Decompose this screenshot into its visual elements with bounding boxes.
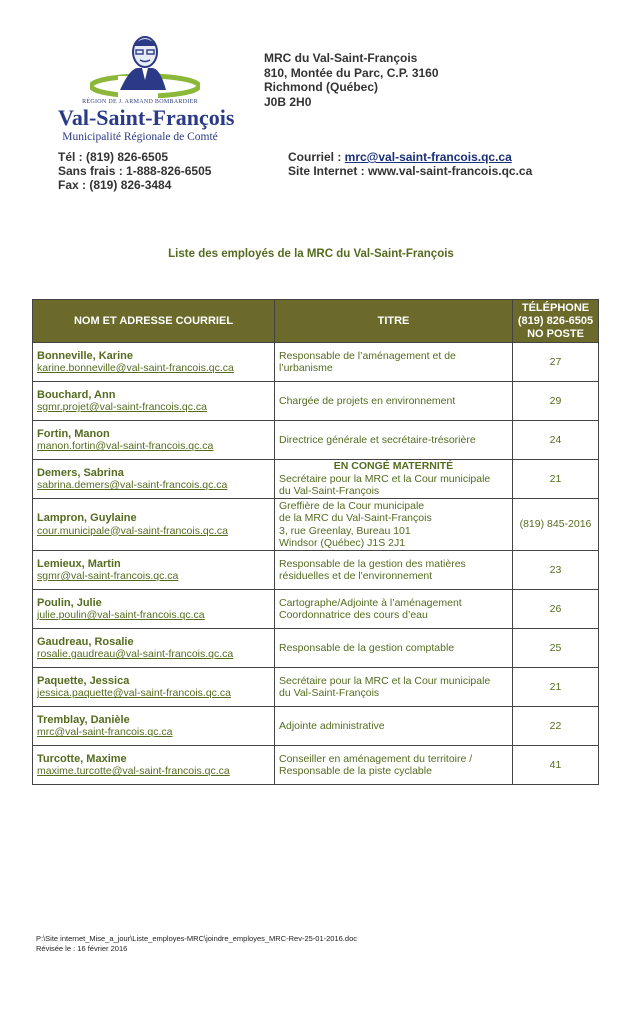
employee-title-line: du Val-Saint-François bbox=[279, 485, 380, 498]
employee-name: Fortin, Manon bbox=[37, 427, 110, 440]
employee-title-line: Coordonnatrice des cours d’eau bbox=[279, 609, 428, 621]
employee-extension: 24 bbox=[513, 421, 599, 460]
table-header-row bbox=[33, 300, 599, 343]
logo-name: Val-Saint-François bbox=[58, 105, 235, 130]
footer-path: P:\Site internet_Mise_a_jour\Liste_employes-MRC\joindre_employes_MRC-Rev-25-01-2016.doc bbox=[36, 934, 357, 943]
table-row bbox=[33, 707, 599, 746]
employee-name: Bouchard, Ann bbox=[37, 388, 116, 401]
employee-name: Lampron, Guylaine bbox=[37, 512, 137, 524]
table-row bbox=[33, 343, 599, 382]
employee-title-cell bbox=[275, 629, 513, 668]
employee-title-line: Greffière de la Cour municipale bbox=[279, 499, 425, 512]
employee-extension: (819) 845-2016 bbox=[513, 499, 599, 551]
employee-extension: 21 bbox=[513, 460, 599, 499]
bombardier-portrait-icon bbox=[90, 28, 200, 98]
employee-name: Lemieux, Martin bbox=[37, 557, 121, 570]
header-phone-line3: NO POSTE bbox=[527, 327, 584, 340]
table-row bbox=[33, 668, 599, 707]
employee-status-note: EN CONGÉ MATERNITÉ bbox=[333, 460, 454, 473]
employee-name: Demers, Sabrina bbox=[37, 466, 124, 479]
contact-tel: Tél : (819) 826-6505 bbox=[58, 150, 169, 164]
employee-name: Turcotte, Maxime bbox=[37, 752, 127, 765]
employee-title-line: Cartographe/Adjointe à l’aménagement bbox=[279, 596, 462, 609]
employee-name-cell bbox=[33, 590, 275, 629]
org-city: Richmond (Québec) bbox=[264, 80, 379, 94]
org-postal: J0B 2H0 bbox=[264, 94, 312, 109]
table-row bbox=[33, 421, 599, 460]
employee-email-link[interactable]: cour.municipale@val-saint-francois.qc.ca bbox=[37, 524, 228, 537]
employee-title-line: du Val-Saint-François bbox=[279, 687, 380, 699]
logo-region-text: RÉGION DE J. ARMAND BOMBARDIER bbox=[82, 99, 198, 105]
contact-online bbox=[288, 150, 532, 178]
employee-name-cell bbox=[33, 421, 275, 460]
contact-email-label: Courriel : bbox=[288, 150, 345, 164]
employee-email-link[interactable]: jessica.paquette@val-saint-francois.qc.ca bbox=[37, 687, 231, 699]
employee-title-line: de la MRC du Val-Saint-François bbox=[279, 512, 432, 524]
employee-email-link[interactable]: manon.fortin@val-saint-francois.qc.ca bbox=[37, 440, 214, 452]
mrc-logo bbox=[58, 28, 235, 143]
employee-name-cell bbox=[33, 746, 275, 785]
employee-email-link[interactable]: mrc@val-saint-francois.qc.ca bbox=[37, 726, 173, 738]
employee-table bbox=[32, 299, 599, 785]
table-row bbox=[33, 460, 599, 499]
employee-name-cell bbox=[33, 707, 275, 746]
list-title: Liste des employés de la MRC du Val-Saint-François bbox=[168, 248, 454, 260]
employee-title-line: Windsor (Québec) J1S 2J1 bbox=[279, 537, 406, 549]
employee-title-cell bbox=[275, 551, 513, 590]
employee-name-cell bbox=[33, 629, 275, 668]
employee-name: Paquette, Jessica bbox=[37, 674, 130, 687]
contact-email-link[interactable]: mrc@val-saint-francois.qc.ca bbox=[344, 150, 512, 164]
employee-email-link[interactable]: karine.bonneville@val-saint-francois.qc.ca bbox=[37, 362, 234, 374]
employee-title-line: Responsable de la gestion des matières bbox=[279, 557, 466, 570]
employee-name-cell bbox=[33, 551, 275, 590]
header-phone-line2: (819) 826-6505 bbox=[517, 314, 594, 327]
header-phone bbox=[513, 300, 599, 343]
employee-table-body bbox=[33, 343, 599, 785]
logo-subtitle: Municipalité Régionale de Comté bbox=[62, 131, 218, 143]
employee-title-line: Responsable de la piste cyclable bbox=[279, 765, 432, 777]
employee-title-cell bbox=[275, 421, 513, 460]
employee-extension: 41 bbox=[513, 746, 599, 785]
employee-title-line: 3, rue Greenlay, Bureau 101 bbox=[279, 524, 411, 537]
employee-name-cell bbox=[33, 382, 275, 421]
employee-extension: 26 bbox=[513, 590, 599, 629]
employee-email-link[interactable]: julie.poulin@val-saint-francois.qc.ca bbox=[37, 609, 205, 621]
table-row bbox=[33, 499, 599, 551]
employee-title-line: Secrétaire pour la MRC et la Cour municipale bbox=[279, 472, 491, 485]
employee-title-cell bbox=[275, 382, 513, 421]
document-footer bbox=[36, 934, 357, 953]
employee-email-link[interactable]: maxime.turcotte@val-saint-francois.qc.ca bbox=[37, 765, 230, 777]
org-street: 810, Montée du Parc, C.P. 3160 bbox=[264, 65, 439, 80]
employee-name: Gaudreau, Rosalie bbox=[37, 635, 134, 648]
employee-name: Bonneville, Karine bbox=[37, 349, 133, 362]
employee-title-line: Conseiller en aménagement du territoire / bbox=[279, 752, 473, 765]
employee-name-cell bbox=[33, 460, 275, 499]
table-row bbox=[33, 382, 599, 421]
employee-title-line: Responsable de l’aménagement et de bbox=[279, 349, 456, 362]
employee-name-cell bbox=[33, 499, 275, 551]
employee-email-link[interactable]: sgmr@val-saint-francois.qc.ca bbox=[37, 570, 179, 582]
contact-website[interactable]: Site Internet : www.val-saint-francois.qc.ca bbox=[288, 164, 533, 178]
employee-name: Poulin, Julie bbox=[37, 596, 102, 609]
org-address bbox=[264, 51, 439, 109]
header-name: NOM ET ADRESSE COURRIEL bbox=[33, 300, 275, 343]
employee-name-cell bbox=[33, 343, 275, 382]
contact-phones bbox=[58, 150, 211, 192]
employee-email-link[interactable]: sabrina.demers@val-saint-francois.qc.ca bbox=[37, 479, 228, 491]
table-row bbox=[33, 629, 599, 668]
employee-extension: 25 bbox=[513, 629, 599, 668]
employee-title-line: Secrétaire pour la MRC et la Cour municipale bbox=[279, 674, 491, 687]
contact-fax: Fax : (819) 826-3484 bbox=[58, 178, 172, 192]
table-row bbox=[33, 590, 599, 629]
employee-title-line: Adjointe administrative bbox=[279, 719, 385, 732]
contact-email-line bbox=[288, 150, 532, 164]
employee-title-cell bbox=[275, 343, 513, 382]
employee-title-line: Chargée de projets en environnement bbox=[279, 394, 456, 407]
employee-extension: 27 bbox=[513, 343, 599, 382]
employee-extension: 29 bbox=[513, 382, 599, 421]
employee-title-line: Responsable de la gestion comptable bbox=[279, 641, 455, 654]
employee-name: Tremblay, Danièle bbox=[37, 713, 130, 726]
employee-title-cell bbox=[275, 499, 513, 551]
employee-email-link[interactable]: rosalie.gaudreau@val-saint-francois.qc.ca bbox=[37, 648, 234, 660]
org-name: MRC du Val-Saint-François bbox=[264, 51, 418, 65]
employee-name-cell bbox=[33, 668, 275, 707]
employee-title-cell bbox=[275, 707, 513, 746]
header-phone-line1: TÉLÉPHONE bbox=[521, 301, 590, 314]
table-row bbox=[33, 551, 599, 590]
employee-title-cell bbox=[275, 590, 513, 629]
employee-extension: 23 bbox=[513, 551, 599, 590]
employee-title-cell bbox=[275, 460, 513, 499]
contact-tollfree: Sans frais : 1-888-826-6505 bbox=[58, 164, 212, 178]
employee-title-line: Directrice générale et secrétaire-trésorière bbox=[279, 433, 476, 446]
employee-extension: 21 bbox=[513, 668, 599, 707]
header-title: TITRE bbox=[275, 300, 513, 343]
employee-extension: 22 bbox=[513, 707, 599, 746]
employee-title-cell bbox=[275, 668, 513, 707]
employee-email-link[interactable]: sgmr.projet@val-saint-francois.qc.ca bbox=[37, 401, 207, 413]
table-row bbox=[33, 746, 599, 785]
employee-title-line: résiduelles et de l'environnement bbox=[279, 570, 433, 582]
footer-revised: Révisée le : 16 février 2016 bbox=[36, 943, 128, 953]
employee-title-line: l’urbanisme bbox=[279, 362, 333, 374]
employee-title-cell bbox=[275, 746, 513, 785]
